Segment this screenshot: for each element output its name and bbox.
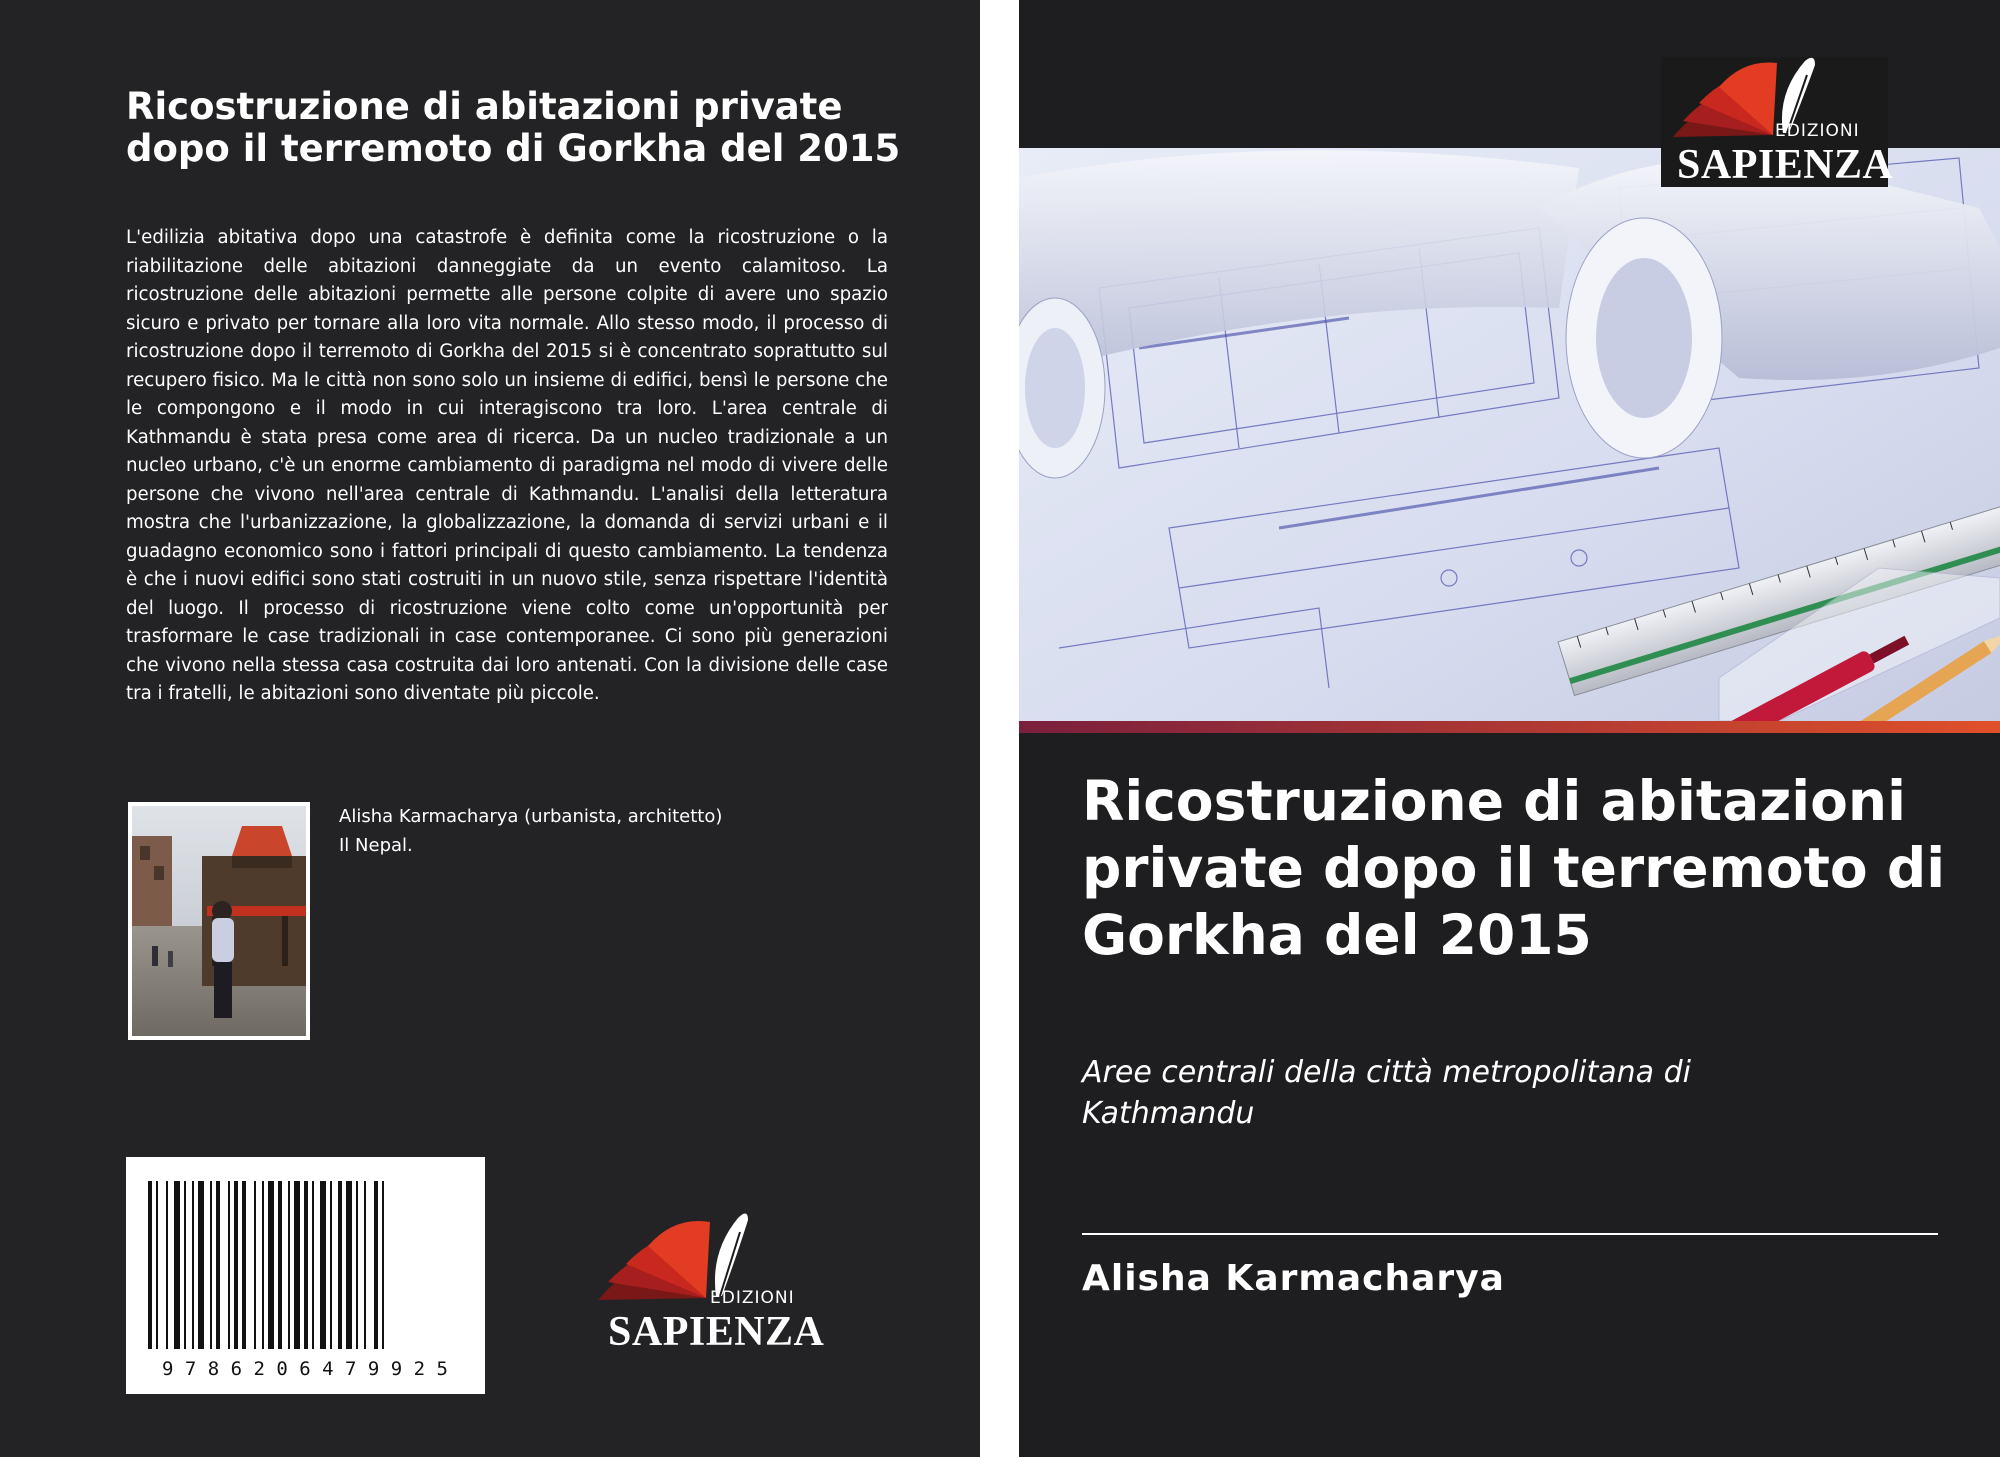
- publisher-small-text: EDIZIONI: [710, 1288, 795, 1308]
- spine-gap: [980, 0, 1019, 1457]
- publisher-logo: [598, 1212, 825, 1355]
- front-cover-title: Ricostruzione di abitazioni private dopo il terremoto di Gorkha del 2015: [1082, 769, 1946, 967]
- publisher-small-text: EDIZIONI: [1775, 121, 1860, 141]
- author-bio-country: Il Nepal.: [339, 834, 413, 856]
- barcode-icon: [126, 1157, 485, 1394]
- divider: [1082, 1233, 1938, 1235]
- publisher-name: SAPIENZA: [608, 1309, 825, 1355]
- author-bio-role: Alisha Karmacharya (urbanista, architetto): [339, 806, 723, 827]
- publisher-name: SAPIENZA: [1677, 142, 1894, 188]
- back-cover-blurb: L'edilizia abitativa dopo una catastrofe è definita come la ricostruzione o la riabilitazione delle abitazioni danneggiate da un evento calamitoso. La ricostruzione delle abitazioni permette alle persone colpite di avere uno spazio sicuro e privato per tornare alla loro vita normale. Allo stesso modo, il processo di ricostruzione dopo il terremoto di Gorkha del 2015 si è concentrato soprattutto sul recupero fisico. Ma le città non sono solo un insieme di edifici, bensì le persone che le compongono e il modo in cui interagiscono tra loro. L'area centrale di Kathmandu è stata presa come area di ricerca. Da un nucleo tradizionale a un nucleo urbano, c'è un enorme cambiamento di paradigma nel modo di vivere delle persone che vivono nell'area centrale di Kathmandu. L'analisi della letteratura mostra che l'urbanizzazione, la globalizzazione, la domanda di servizi urbani e il guadagno economico sono i fattori principali di questo cambiamento. La tendenza è che i nuovi edifici sono stati costruiti in un nuovo stile, senza rispettare l'identità del luogo. Il processo di ricostruzione viene colto come un'opportunità per trasformare le case tradizionali in case contemporanee. Ci sono più generazioni che vivono nella stessa casa costruita dai loro antenati. Con la divisione delle case tra i fratelli, le abitazioni sono diventate più piccole.: [126, 227, 888, 704]
- author-bio: [339, 803, 859, 860]
- cover-stripe: [1019, 721, 2000, 733]
- cover-blueprint-image: [1019, 148, 2000, 721]
- barcode-digits: 9 7 8 6 2 0 6 4 7 9 9 2 5: [162, 1358, 448, 1380]
- back-cover-title: Ricostruzione di abitazioni private dopo il terremoto di Gorkha del 2015: [126, 85, 901, 170]
- author-photo: [128, 802, 310, 1040]
- publisher-logo-front: [1661, 57, 1894, 188]
- front-cover-subtitle: Aree centrali della città metropolitana di Kathmandu: [1082, 1055, 1691, 1131]
- front-cover-author: Alisha Karmacharya: [1082, 1258, 1505, 1299]
